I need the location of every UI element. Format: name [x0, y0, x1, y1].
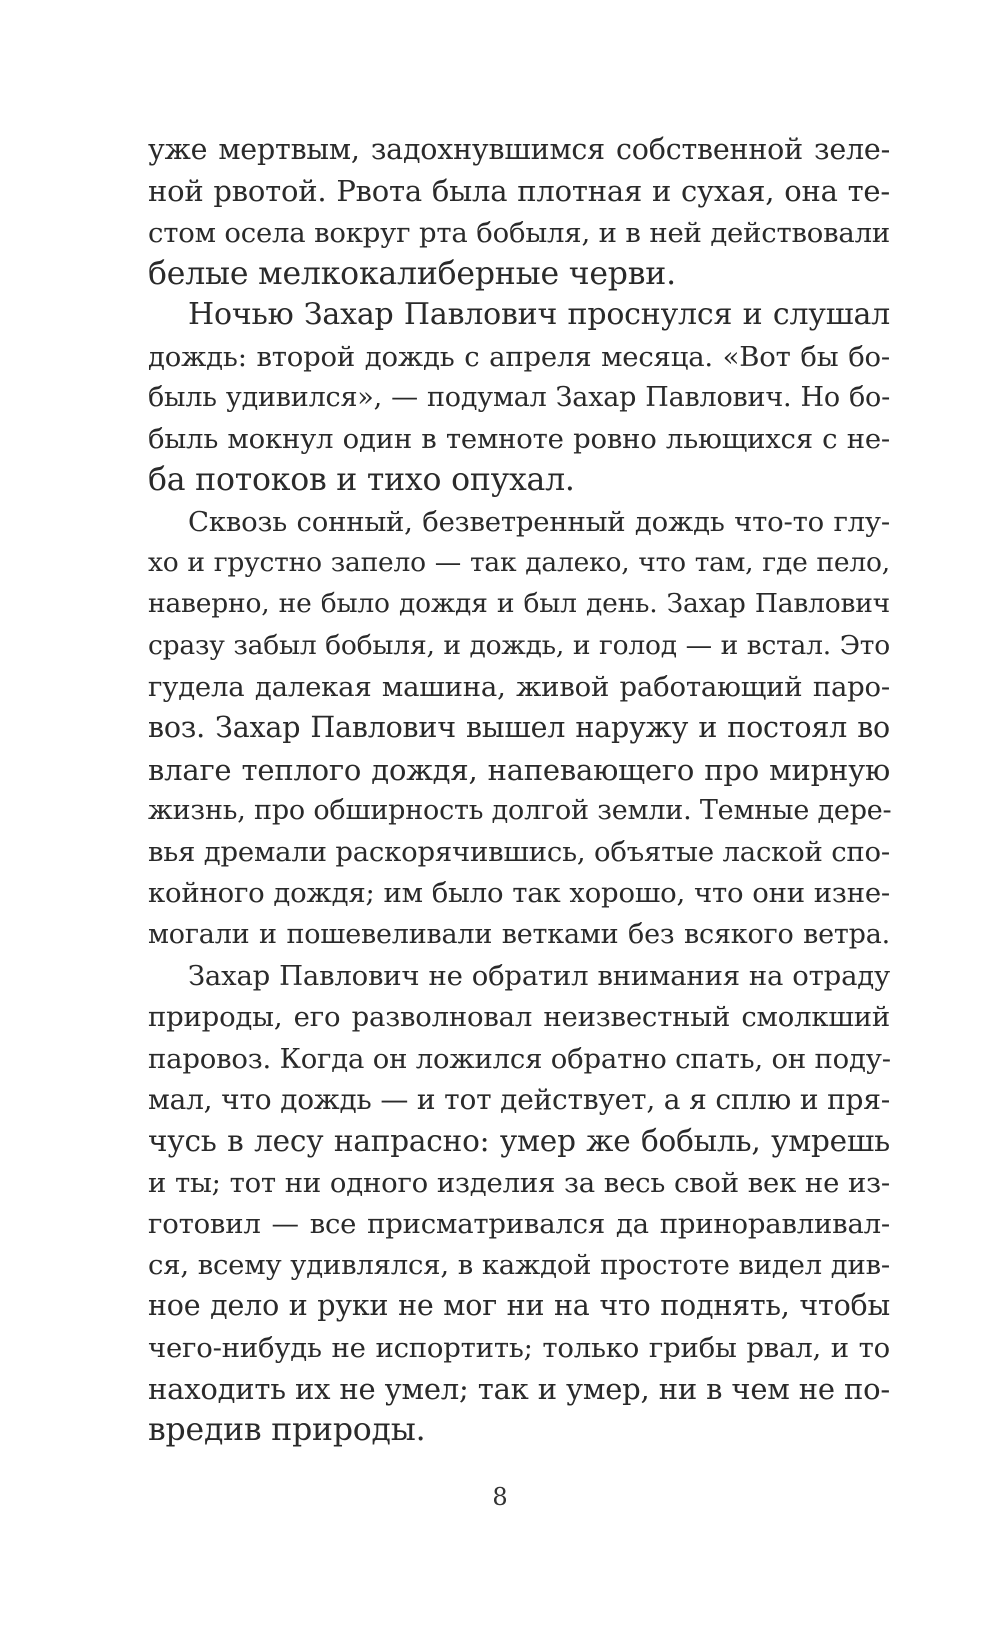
text-line: дождь: второй дождь с апреля месяца. «Вот бы бо-	[148, 340, 890, 373]
text-line: сразу забыл бобыля, и дождь, и голод — и встал. Это	[148, 629, 890, 661]
paragraph-start-line: Ночью Захар Павлович проснулся и слушал	[188, 297, 890, 333]
text-line: жизнь, про обширность долгой земли. Темные дере-	[148, 794, 892, 826]
text-line: чего-нибудь не испортить; только грибы рвал, и то	[148, 1331, 890, 1364]
text-line: паровоз. Когда он ложился обратно спать, он поду-	[148, 1042, 891, 1075]
text-line: хо и грустно запело — так далеко, что там, где пело,	[148, 547, 890, 578]
text-line: и ты; тот ни одного изделия за весь свой век не из-	[148, 1166, 890, 1199]
text-line: быль мокнул один в темноте ровно льющихся с не-	[148, 423, 890, 456]
text-line: наверно, не было дождя и был день. Захар Павлович	[148, 588, 890, 620]
text-line: природы, его разволновал неизвестный смолкший	[148, 1001, 890, 1034]
text-line: ба потоков и тихо опухал.	[148, 462, 575, 499]
text-line: белые мелкокалиберные черви.	[148, 255, 676, 292]
text-line: находить их не умел; так и умер, ни в чем не по-	[148, 1372, 890, 1406]
text-line: быль удивился», — подумал Захар Павлович. Но бо-	[148, 381, 890, 413]
text-line: ся, всему удивлялся, в каждой простоте видел див-	[148, 1249, 890, 1282]
text-line: могали и пошевеливали ветками без всякого ветра.	[148, 918, 890, 950]
text-line: койного дождя; им было так хорошо, что они изне-	[148, 877, 890, 910]
text-line: стом осела вокруг рта бобыля, и в ней действовали	[148, 216, 890, 249]
text-line: воз. Захар Павлович вышел наружу и постоял во	[148, 711, 890, 745]
page-number: 8	[492, 1483, 508, 1511]
text-line: готовил — все присматривался да приноравливал-	[148, 1207, 890, 1240]
text-line: влаге теплого дождя, напевающего про мирную	[148, 752, 890, 787]
text-line: ное дело и руки не мог ни на что поднять, чтобы	[148, 1289, 890, 1323]
text-line: чусь в лесу напрасно: умер же бобыль, умрешь	[148, 1124, 890, 1159]
text-line: мал, что дождь — и тот действует, а я сплю и пря-	[148, 1082, 890, 1116]
text-line: вья дремали раскорячившись, объятые лаской спо-	[148, 836, 890, 869]
text-line: ной рвотой. Рвота была плотная и сухая, она те-	[148, 174, 890, 209]
text-line: уже мертвым, задохнувшимся собственной зеле-	[148, 133, 890, 166]
text-line: гудела далекая машина, живой работающий паро-	[148, 670, 890, 703]
paragraph-start-line: Сквозь сонный, безветренный дождь что-то глу-	[188, 505, 890, 538]
text-line: вредив природы.	[148, 1412, 426, 1449]
paragraph-start-line: Захар Павлович не обратил внимания на отраду	[188, 960, 890, 992]
